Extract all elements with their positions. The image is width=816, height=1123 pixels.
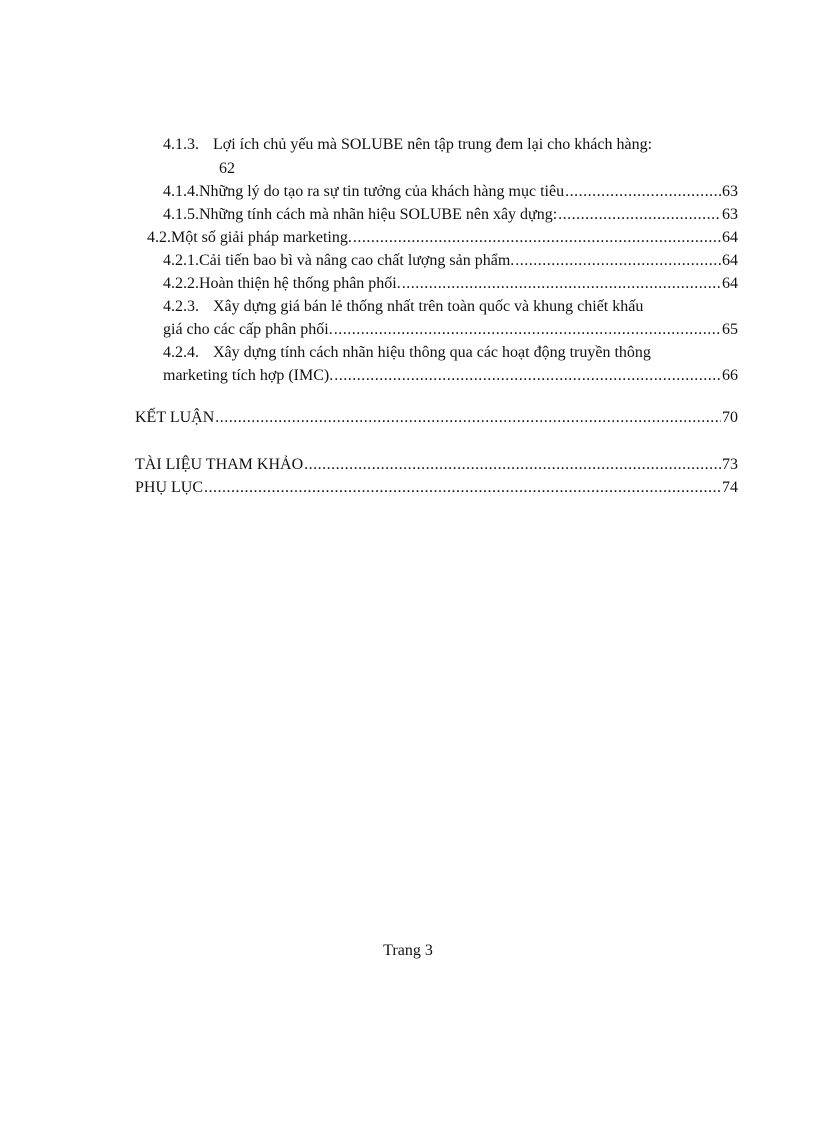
toc-number: 4.2.1. — [163, 252, 199, 269]
toc-title: Lợi ích chủ yếu mà SOLUBE nên tập trung đem lại cho khách hàng: — [213, 136, 653, 153]
toc-dot-leader — [334, 319, 721, 341]
toc-dot-leader — [558, 204, 721, 226]
toc-entry-4-2-3[interactable] — [163, 296, 643, 318]
toc-number: 4.2.4. — [163, 344, 199, 361]
toc-number: 4.2.2. — [163, 275, 199, 292]
toc-entry-4-2[interactable] — [147, 227, 738, 249]
toc-dot-leader — [215, 407, 721, 429]
toc-entry-phu-luc[interactable] — [135, 477, 738, 499]
toc-entry-4-2-1[interactable] — [163, 250, 738, 272]
toc-dot-leader — [334, 365, 721, 387]
toc-title: PHỤ LỤC — [135, 479, 204, 496]
toc-number: 4.1.4. — [163, 183, 199, 200]
toc-title: Cải tiến bao bì và nâng cao chất lượng sản phẩm. — [199, 252, 515, 269]
toc-dot-leader — [304, 454, 721, 476]
toc-page-number: 64 — [722, 252, 738, 269]
toc-page-number: 74 — [722, 479, 738, 496]
toc-page-number: 63 — [722, 206, 738, 223]
toc-dot-leader — [353, 227, 721, 249]
toc-title: Một số giải pháp marketing. — [171, 229, 352, 246]
toc-entry-4-1-4[interactable] — [163, 181, 738, 203]
toc-entry-4-2-4-cont[interactable] — [163, 365, 738, 387]
toc-entry-4-2-4[interactable] — [163, 342, 651, 364]
toc-page-number: 63 — [722, 183, 738, 200]
toc-title: Xây dựng tính cách nhãn hiệu thông qua các hoạt động truyền thông — [213, 344, 651, 361]
toc-entry-4-2-3-cont[interactable] — [163, 319, 738, 341]
toc-title: KẾT LUẬN — [135, 409, 215, 426]
toc-title: Xây dựng giá bán lẻ thống nhất trên toàn quốc và khung chiết khấu — [213, 298, 644, 315]
toc-dot-leader — [204, 477, 721, 499]
toc-page-number: 73 — [722, 456, 738, 473]
toc-title-continued: marketing tích hợp (IMC). — [163, 367, 334, 384]
page-footer-label: Trang 3 — [383, 942, 433, 959]
toc-title: Những tính cách mà nhãn hiệu SOLUBE nên xây dựng: — [199, 206, 558, 223]
toc-title-continued: giá cho các cấp phân phối. — [163, 321, 333, 338]
toc-number: 4.2.3. — [163, 298, 199, 315]
toc-number: 4.2. — [147, 229, 171, 246]
toc-dot-leader — [565, 181, 721, 203]
toc-page-number: 70 — [722, 409, 738, 426]
toc-page-number: 64 — [722, 275, 738, 292]
toc-entry-4-1-3[interactable] — [163, 134, 652, 156]
toc-entry-4-2-2[interactable] — [163, 273, 738, 295]
toc-number: 4.1.5. — [163, 206, 199, 223]
toc-dot-leader — [402, 273, 721, 295]
toc-title: Những lý do tạo ra sự tin tưởng của khách hàng mục tiêu — [199, 183, 565, 200]
toc-page-number: 64 — [722, 229, 738, 246]
toc-entry-ket-luan[interactable] — [135, 407, 738, 429]
toc-number: 4.1.3. — [163, 136, 199, 153]
toc-entry-4-1-5[interactable] — [163, 204, 738, 226]
toc-title: Hoàn thiện hệ thống phân phối. — [199, 275, 401, 292]
toc-page-number: 65 — [722, 321, 738, 338]
toc-page-number: 66 — [722, 367, 738, 384]
toc-dot-leader — [515, 250, 721, 272]
toc-page-number-4-1-3: 62 — [219, 160, 235, 177]
toc-entry-tai-lieu-tham-khao[interactable] — [135, 454, 738, 476]
toc-title: TÀI LIỆU THAM KHẢO — [135, 456, 304, 473]
